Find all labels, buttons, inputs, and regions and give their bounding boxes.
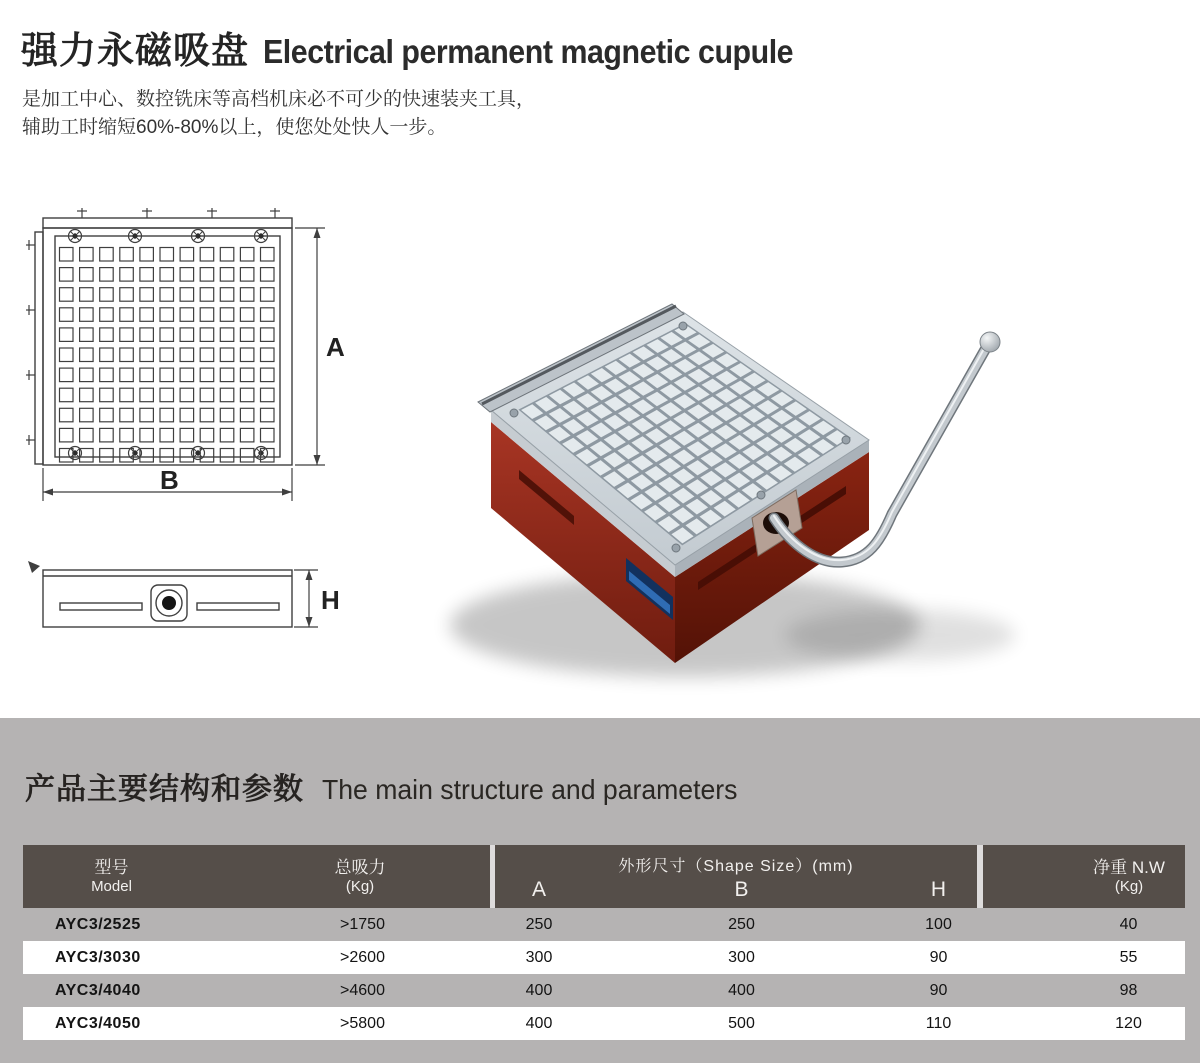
header-model-zh: 型号	[94, 857, 129, 877]
cell-b: 400	[728, 981, 755, 999]
table-row	[23, 1007, 1185, 1040]
dimension-a-lines	[295, 228, 325, 465]
cell-h: 90	[929, 981, 948, 999]
screw-symbols	[69, 230, 268, 460]
handle-ball-end	[980, 332, 1000, 352]
header-size-label: 外形尺寸（Shape Size）(mm)	[618, 858, 854, 875]
cell-a: 250	[525, 915, 553, 933]
cell-b: 250	[728, 915, 755, 933]
cell-b: 500	[728, 1014, 755, 1032]
side-view-drawing	[25, 552, 355, 644]
dimension-h-lines	[294, 570, 318, 627]
section-title	[25, 764, 760, 808]
spec-table-header	[23, 845, 1185, 908]
header-col-b: B	[734, 878, 749, 901]
header-cell-net-weight	[983, 845, 1185, 908]
spec-table	[23, 845, 1185, 1040]
product-description	[22, 86, 535, 142]
product-photo	[430, 280, 1050, 700]
cell-nw: 120	[1115, 1014, 1142, 1032]
header-col-h: H	[930, 878, 947, 901]
cell-nw: 40	[1119, 915, 1138, 933]
header-block-size	[495, 845, 977, 908]
table-row	[23, 908, 1185, 941]
header-block-model-pull	[23, 845, 490, 908]
page-title-zh: 强力永磁吸盘	[21, 30, 249, 71]
dim-label-a: A	[326, 332, 345, 362]
top-view-drawing	[25, 205, 355, 510]
page-title-en: Electrical permanent magnetic cupule	[263, 33, 794, 70]
cell-h: 100	[925, 915, 952, 933]
header-nw-zh: 净重 N.W	[1093, 857, 1165, 877]
cell-a: 400	[525, 981, 553, 999]
cell-model: AYC3/3030	[55, 948, 141, 966]
cell-pull: >4600	[340, 981, 385, 999]
cell-pull: >2600	[340, 948, 385, 966]
header-pull-zh: 总吸力	[334, 857, 386, 877]
cell-pull: >1750	[340, 915, 385, 933]
header-abh-row	[495, 878, 977, 902]
header-col-a: A	[531, 878, 546, 901]
cell-a: 300	[525, 948, 553, 966]
table-row	[23, 974, 1185, 1007]
cell-h: 110	[925, 1014, 952, 1032]
header-cell-pull	[200, 845, 490, 908]
table-row	[23, 941, 1185, 974]
cell-model: AYC3/4040	[55, 981, 141, 999]
description-line-1: 是加工中心、数控铣床等高档机床必不可少的快速装夹工具，	[22, 89, 536, 110]
cell-nw: 55	[1119, 948, 1138, 966]
dim-label-b: B	[160, 465, 179, 495]
cell-nw: 98	[1119, 981, 1138, 999]
section-title-zh: 产品主要结构和参数	[25, 773, 304, 806]
cell-a: 400	[525, 1014, 553, 1032]
description-line-2: 辅助工时缩短60%-80%以上，使您处处快人一步。	[22, 117, 447, 138]
section-title-en: The main structure and parameters	[322, 774, 738, 805]
header-model-en: Model	[91, 877, 132, 895]
header-cell-model	[23, 845, 200, 908]
header-nw-unit: (Kg)	[1114, 877, 1144, 895]
header-pull-unit: (Kg)	[345, 877, 375, 895]
cell-model: AYC3/4050	[55, 1014, 141, 1032]
cell-pull: >5800	[340, 1014, 385, 1032]
top-view-grid	[60, 248, 275, 463]
header-block-net-weight	[983, 845, 1185, 908]
cell-h: 90	[929, 948, 948, 966]
dim-label-h: H	[321, 585, 340, 615]
page-title	[21, 20, 840, 74]
cell-model: AYC3/2525	[55, 915, 141, 933]
cell-b: 300	[728, 948, 755, 966]
